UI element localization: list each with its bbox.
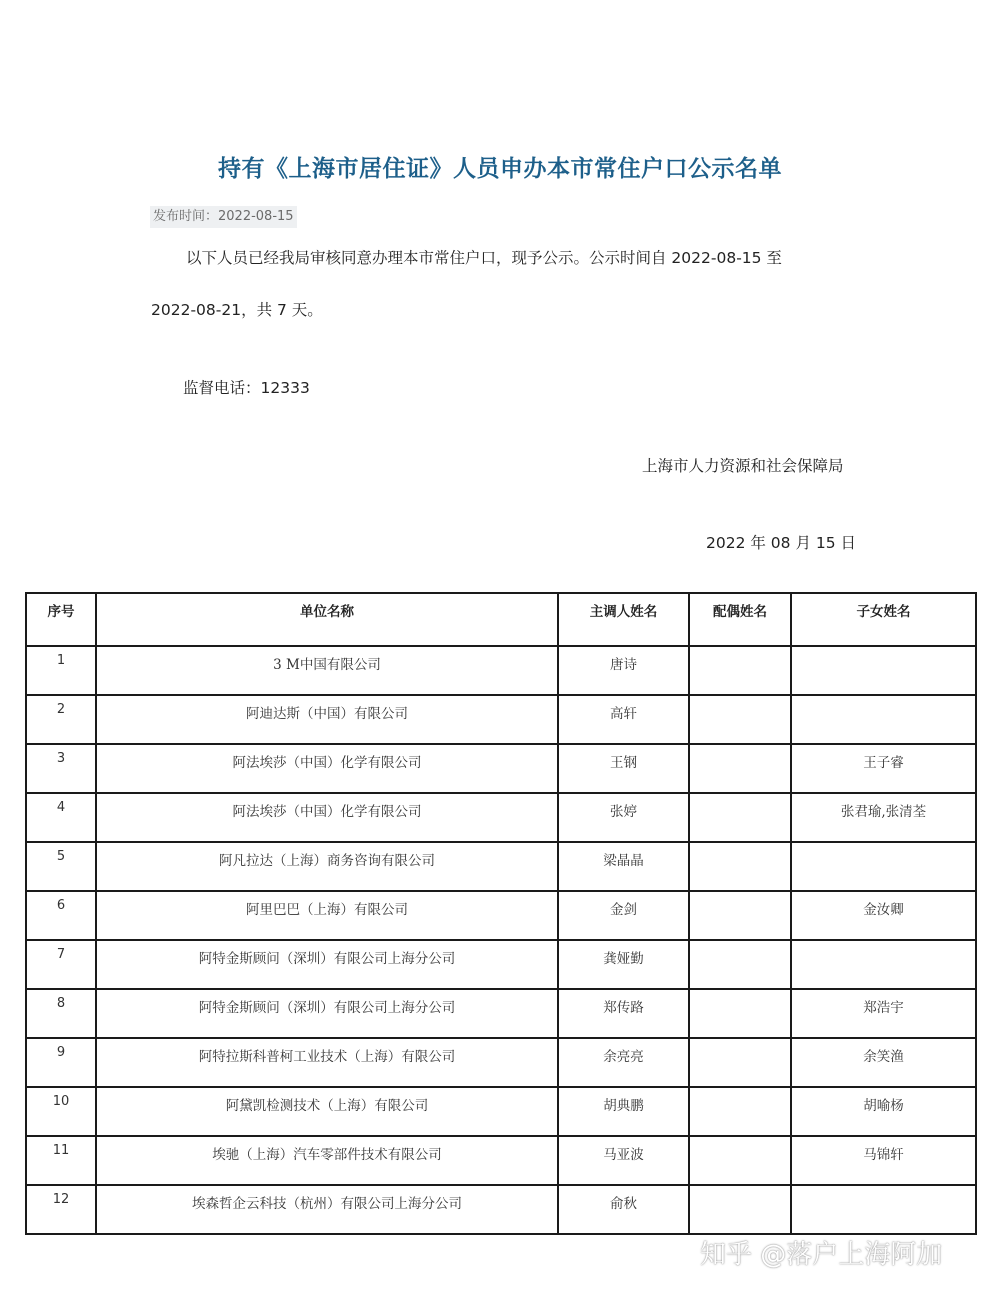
table-row — [26, 1185, 976, 1234]
issue-date: 2022 年 08 月 15 日 — [706, 534, 857, 552]
cell-applicant: 龚娅勤 — [558, 940, 689, 989]
cell-employer: 阿里巴巴（上海）有限公司 — [96, 891, 558, 940]
cell-spouse — [689, 989, 791, 1038]
table-row — [26, 793, 976, 842]
cell-spouse — [689, 842, 791, 891]
cell-index: 12 — [26, 1185, 96, 1234]
cell-children — [791, 842, 976, 891]
cell-spouse — [689, 695, 791, 744]
page-title: 持有《上海市居住证》人员申办本市常住户口公示名单 — [218, 156, 782, 182]
cell-applicant: 俞秋 — [558, 1185, 689, 1234]
cell-spouse — [689, 1038, 791, 1087]
cell-index: 2 — [26, 695, 96, 744]
cell-spouse — [689, 1136, 791, 1185]
header-index: 序号 — [26, 593, 96, 646]
cell-index: 11 — [26, 1136, 96, 1185]
header-applicant: 主调人姓名 — [558, 593, 689, 646]
cell-index: 10 — [26, 1087, 96, 1136]
cell-index: 8 — [26, 989, 96, 1038]
cell-children — [791, 695, 976, 744]
cell-index: 4 — [26, 793, 96, 842]
cell-applicant: 唐诗 — [558, 646, 689, 695]
cell-index: 9 — [26, 1038, 96, 1087]
notice-paragraph-line1: 以下人员已经我局审核同意办理本市常住户口，现予公示。公示时间自 2022-08-15 至 — [186, 249, 782, 267]
cell-applicant: 余亮亮 — [558, 1038, 689, 1087]
cell-spouse — [689, 1185, 791, 1234]
table-row — [26, 646, 976, 695]
cell-index: 6 — [26, 891, 96, 940]
cell-children — [791, 1185, 976, 1234]
cell-children: 王子睿 — [791, 744, 976, 793]
cell-employer: 阿特金斯顾问（深圳）有限公司上海分公司 — [96, 940, 558, 989]
cell-spouse — [689, 744, 791, 793]
cell-applicant: 马亚波 — [558, 1136, 689, 1185]
cell-spouse — [689, 891, 791, 940]
cell-applicant: 张婷 — [558, 793, 689, 842]
table-row — [26, 940, 976, 989]
table-row — [26, 842, 976, 891]
cell-applicant: 郑传路 — [558, 989, 689, 1038]
cell-employer: 阿黛凯检测技术（上海）有限公司 — [96, 1087, 558, 1136]
table-header-row — [26, 593, 976, 646]
hotline-text: 监督电话：12333 — [183, 379, 310, 397]
cell-children: 郑浩宇 — [791, 989, 976, 1038]
header-children: 子女姓名 — [791, 593, 976, 646]
roster-table — [25, 592, 977, 1235]
cell-index: 1 — [26, 646, 96, 695]
table-row — [26, 989, 976, 1038]
table-row — [26, 744, 976, 793]
cell-employer: 3 M中国有限公司 — [96, 646, 558, 695]
cell-employer: 阿法埃莎（中国）化学有限公司 — [96, 793, 558, 842]
cell-index: 7 — [26, 940, 96, 989]
cell-spouse — [689, 793, 791, 842]
cell-children — [791, 646, 976, 695]
table-row — [26, 1038, 976, 1087]
cell-children: 金汝卿 — [791, 891, 976, 940]
cell-children: 余笑渔 — [791, 1038, 976, 1087]
table-row — [26, 1087, 976, 1136]
cell-employer: 阿迪达斯（中国）有限公司 — [96, 695, 558, 744]
cell-employer: 阿特拉斯科普柯工业技术（上海）有限公司 — [96, 1038, 558, 1087]
cell-applicant: 金剑 — [558, 891, 689, 940]
cell-spouse — [689, 646, 791, 695]
notice-paragraph-line2: 2022-08-21，共 7 天。 — [151, 301, 323, 319]
cell-children: 张君瑜,张清荃 — [791, 793, 976, 842]
cell-applicant: 梁晶晶 — [558, 842, 689, 891]
cell-employer: 埃驰（上海）汽车零部件技术有限公司 — [96, 1136, 558, 1185]
table-row — [26, 1136, 976, 1185]
cell-spouse — [689, 1087, 791, 1136]
cell-children: 胡喻杨 — [791, 1087, 976, 1136]
zhihu-watermark: 知乎 @落户上海阿加 — [700, 1240, 943, 1270]
cell-applicant: 王钢 — [558, 744, 689, 793]
cell-employer: 埃森哲企云科技（杭州）有限公司上海分公司 — [96, 1185, 558, 1234]
cell-spouse — [689, 940, 791, 989]
cell-employer: 阿法埃莎（中国）化学有限公司 — [96, 744, 558, 793]
issuer-name: 上海市人力资源和社会保障局 — [642, 457, 844, 475]
header-spouse: 配偶姓名 — [689, 593, 791, 646]
cell-applicant: 高轩 — [558, 695, 689, 744]
table-row — [26, 891, 976, 940]
cell-index: 3 — [26, 744, 96, 793]
cell-children: 马锦轩 — [791, 1136, 976, 1185]
cell-children — [791, 940, 976, 989]
publish-date: 发布时间：2022-08-15 — [150, 206, 297, 228]
cell-index: 5 — [26, 842, 96, 891]
header-employer: 单位名称 — [96, 593, 558, 646]
cell-employer: 阿凡拉达（上海）商务咨询有限公司 — [96, 842, 558, 891]
table-row — [26, 695, 976, 744]
cell-employer: 阿特金斯顾问（深圳）有限公司上海分公司 — [96, 989, 558, 1038]
cell-applicant: 胡典鹏 — [558, 1087, 689, 1136]
